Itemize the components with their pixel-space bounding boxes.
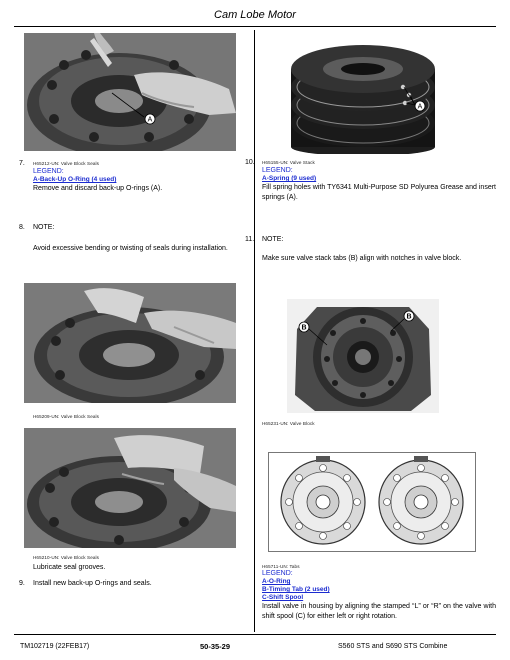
step-8-number: 8. bbox=[19, 224, 25, 231]
valve-block-seals-photo-3 bbox=[24, 428, 236, 548]
callout-b-right: B bbox=[406, 313, 412, 321]
callout-b-left: B bbox=[301, 324, 307, 332]
step-11-number: 11. bbox=[245, 236, 255, 243]
tabs-legend-a: A-O-Ring bbox=[262, 578, 291, 585]
footer-doc-id: TM102719 (22FEB17) bbox=[20, 643, 90, 650]
callout-a: A bbox=[417, 103, 423, 111]
page-header-title: Cam Lobe Motor bbox=[214, 9, 296, 21]
step-9-number: 9. bbox=[19, 580, 25, 587]
photo-2-caption: H65209-UN: Valve Block Seals bbox=[33, 414, 100, 419]
tabs-legend-b: B-Timing Tab (2 used) bbox=[262, 586, 330, 593]
column-divider bbox=[254, 30, 255, 632]
tabs-diagram bbox=[268, 452, 476, 552]
valve-block-photo bbox=[287, 299, 439, 413]
step-10-legend-title: LEGEND: bbox=[262, 167, 293, 174]
footer-page-number: 50-35-29 bbox=[200, 642, 231, 651]
step-8-note-text: Avoid excessive bending or twisting of seals during installation. bbox=[33, 245, 228, 252]
photo-1-caption: H65212-UN: Valve Block Seals bbox=[33, 161, 100, 166]
footer-product: S560 STS and S690 STS Combine bbox=[338, 643, 448, 650]
tabs-legend-c: C-Shift Spool bbox=[262, 594, 304, 601]
step-10-legend-a: A-Spring (9 used) bbox=[262, 175, 317, 182]
step-7-legend-a: A-Back-Up O-Ring (4 used) bbox=[33, 176, 117, 183]
lubricate-text: Lubricate seal grooves. bbox=[33, 564, 106, 571]
valve-block-seals-photo-1 bbox=[24, 33, 236, 151]
step-7-number: 7. bbox=[19, 160, 25, 167]
valve-block-caption: H65231-UN: Valve Block bbox=[262, 421, 315, 426]
footer-rule bbox=[14, 634, 496, 635]
valve-stack-photo bbox=[265, 37, 477, 154]
step-11-note-label: NOTE: bbox=[262, 236, 284, 243]
valve-block-seals-photo-2 bbox=[24, 283, 236, 403]
step-9-text: Install new back-up O-rings and seals. bbox=[33, 580, 152, 587]
callout-a: A bbox=[147, 116, 153, 124]
tabs-caption: H65711-UN: Tabs bbox=[262, 564, 300, 569]
valve-stack-caption: H65155-UN: Valve Stack bbox=[262, 160, 315, 165]
step-10-text: Fill spring holes with TY6341 Multi-Purpose SD Polyurea Grease and insert springs (A). bbox=[262, 184, 496, 201]
step-7-legend-title: LEGEND: bbox=[33, 168, 64, 175]
tabs-text: Install valve in housing by aligning the stamped “L” or “R” on the valve with shift spool (C) for either left or right rotation. bbox=[262, 603, 496, 620]
step-7-text: Remove and discard back-up O-rings (A). bbox=[33, 185, 163, 192]
tabs-legend-title: LEGEND: bbox=[262, 570, 293, 577]
step-8-note-label: NOTE: bbox=[33, 224, 55, 231]
step-10-number: 10. bbox=[245, 159, 255, 166]
step-11-note-text: Make sure valve stack tabs (B) align with notches in valve block. bbox=[262, 255, 462, 262]
photo-3-caption: H65210-UN: Valve Block Seals bbox=[33, 555, 100, 560]
header-rule bbox=[14, 26, 496, 27]
